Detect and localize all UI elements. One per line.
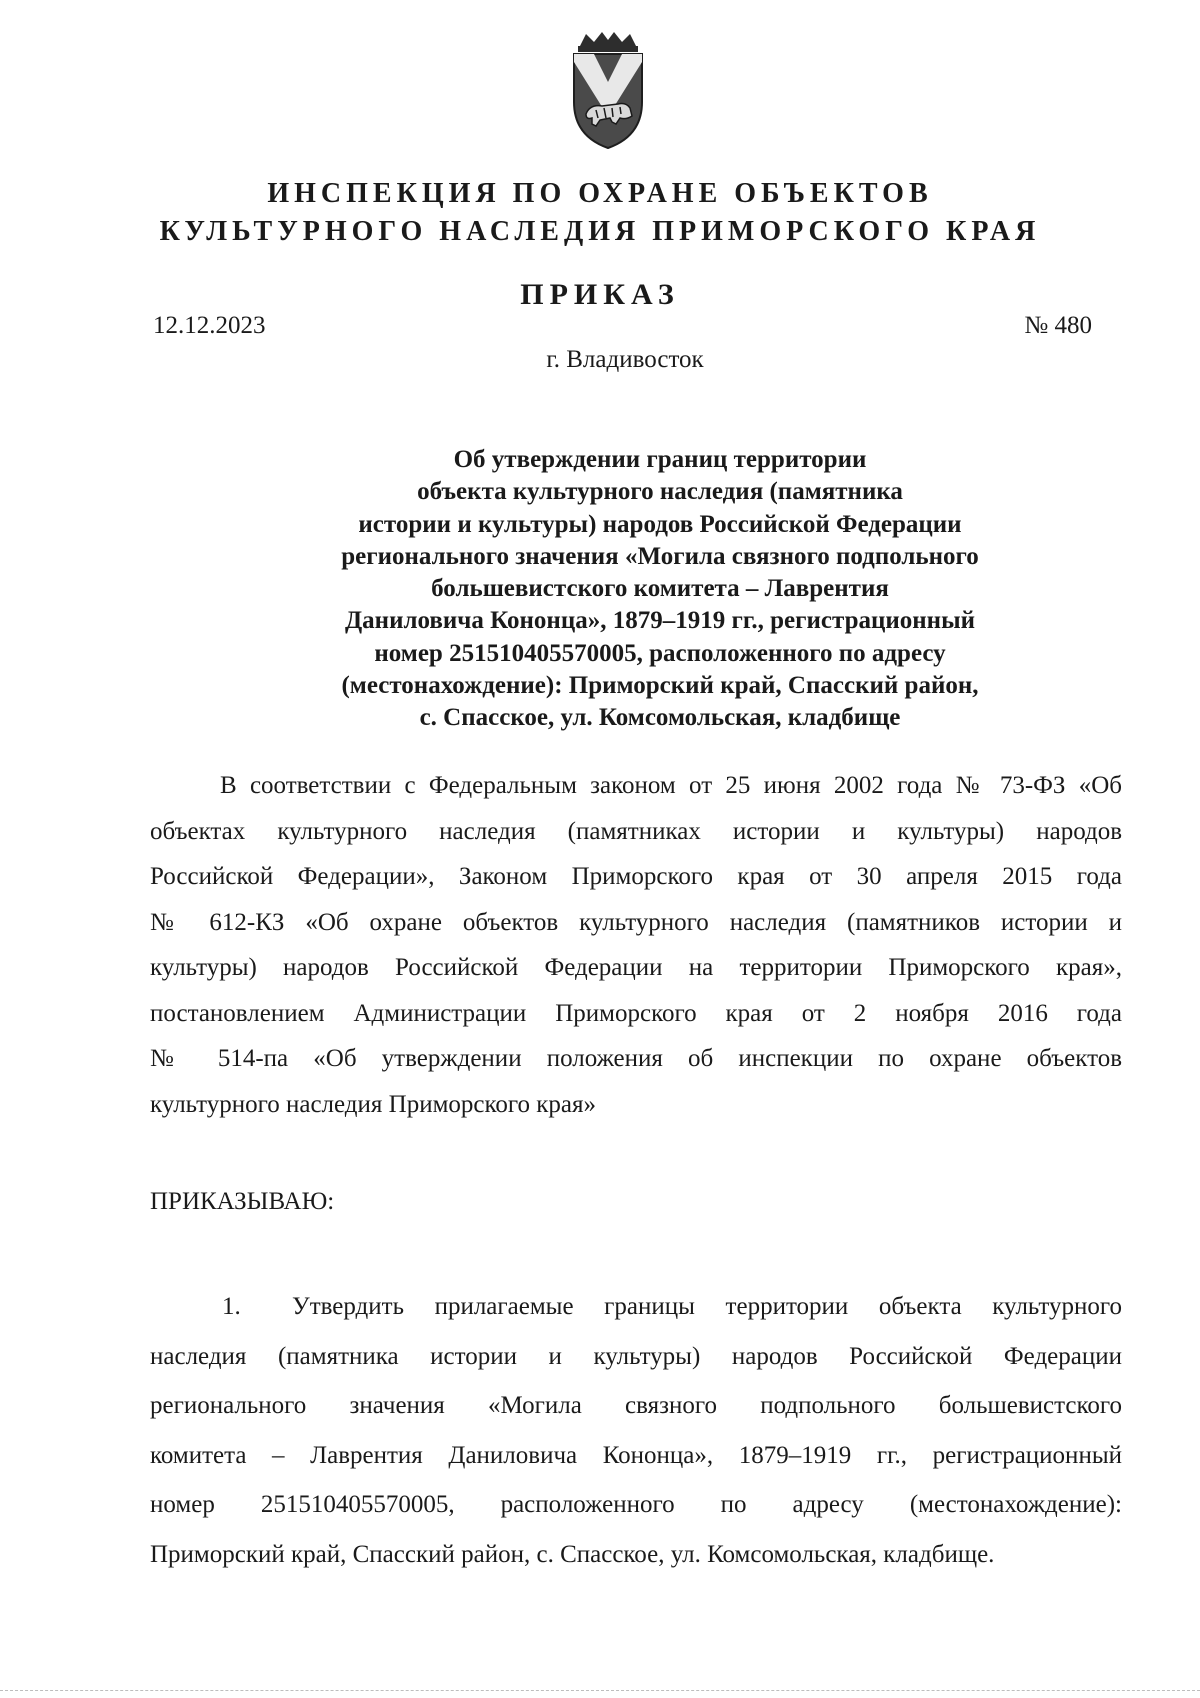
order-directive: ПРИКАЗЫВАЮ: <box>150 1188 335 1215</box>
order-item-text: Утвердить прилагаемые границы территории объекта культурного <box>292 1293 1122 1320</box>
preamble-line: № 514-па «Об утверждении положения об инспекции по охране объектов <box>150 1045 1122 1072</box>
document-title <box>260 444 1060 735</box>
preamble-line: культурного наследия Приморского края» <box>150 1090 596 1118</box>
title-line: большевистского комитета – Лаврентия <box>431 575 889 603</box>
title-line: номер 251510405570005, расположенного по адресу <box>374 639 946 667</box>
preamble-line: Российской Федерации», Законом Приморского края от 30 апреля 2015 года <box>150 863 1122 890</box>
title-line: объекта культурного наследия (памятника <box>417 478 903 506</box>
order-item-line: наследия (памятника истории и культуры) народов Российской Федерации <box>150 1342 1122 1370</box>
coat-of-arms-icon <box>560 32 656 152</box>
document-number: № 480 <box>1024 312 1092 339</box>
order-item-line: комитета – Лаврентия Даниловича Кононца», 1879–1919 гг., регистрационный <box>150 1441 1122 1469</box>
order-item <box>150 1282 1122 1579</box>
document-type: ПРИКАЗ <box>520 278 680 311</box>
preamble-paragraph <box>150 763 1122 1127</box>
page-edge-divider <box>0 1690 1200 1692</box>
preamble-line: культуры) народов Российской Федерации на территории Приморского края», <box>150 954 1122 981</box>
title-line: Об утверждении границ территории <box>453 446 867 473</box>
order-item-line <box>150 1282 1122 1332</box>
title-line: регионального значения «Могила связного подпольного <box>341 542 979 570</box>
preamble-line: В соответствии с Федеральным законом от 25 июня 2002 года № 73-ФЗ «Об <box>220 772 1122 799</box>
agency-name-line-1: ИНСПЕКЦИЯ ПО ОХРАНЕ ОБЪЕКТОВ <box>267 178 933 209</box>
document-city: г. Владивосток <box>546 346 704 373</box>
order-item-line: номер 251510405570005, расположенного по адресу (местонахождение): <box>150 1491 1122 1518</box>
preamble-line: № 612-КЗ «Об охране объектов культурного наследия (памятников истории и <box>150 908 1122 936</box>
preamble-line: постановлением Администрации Приморского края от 2 ноября 2016 года <box>150 999 1122 1027</box>
title-line: (местонахождение): Приморский край, Спасский район, <box>341 672 979 700</box>
agency-name-line-2: КУЛЬТУРНОГО НАСЛЕДИЯ ПРИМОРСКОГО КРАЯ <box>159 216 1041 247</box>
title-line: истории и культуры) народов Российской Федерации <box>358 510 962 538</box>
title-line: Даниловича Кононца», 1879–1919 гг., регистрационный <box>344 607 976 635</box>
document-date: 12.12.2023 <box>153 312 266 339</box>
order-item-line: Приморский край, Спасский район, с. Спасское, ул. Комсомольская, кладбище. <box>150 1540 995 1568</box>
order-item-line: регионального значения «Могила связного подпольного большевистского <box>150 1392 1122 1419</box>
order-item-number: 1. <box>222 1293 241 1320</box>
preamble-line: объектах культурного наследия (памятниках истории и культуры) народов <box>150 817 1122 845</box>
title-line: с. Спасское, ул. Комсомольская, кладбище <box>419 704 901 732</box>
